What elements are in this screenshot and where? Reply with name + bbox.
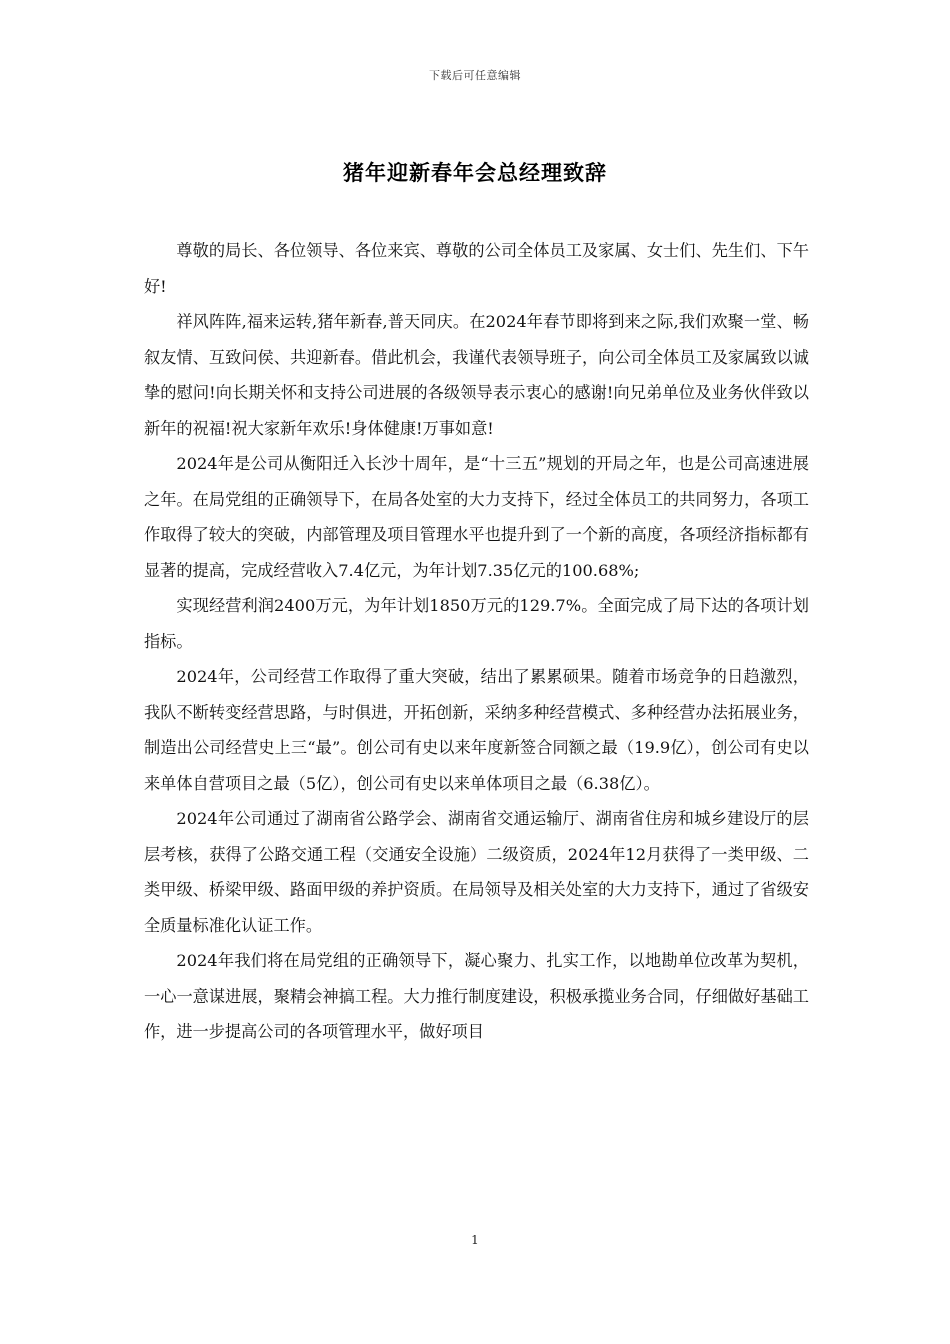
document-body [144, 233, 809, 1050]
page-number: 1 [471, 1233, 479, 1247]
paragraph-outlook: 2024年我们将在局党组的正确领导下，凝心聚力、扎实工作，以地勘单位改革为契机，一心一意谋进展，聚精会神搞工程。大力推行制度建设，积极承揽业务合同，仔细做好基础工作，进一步提高公司的各项管理水平，做好项目 [144, 951, 809, 1041]
paragraph-business-breakthrough: 2024年，公司经营工作取得了重大突破，结出了累累硕果。随着市场竞争的日趋激烈，我队不断转变经营思路，与时俱进，开拓创新，采纳多种经营模式、多种经营办法拓展业务，制造出公司经营史上三“最”。创公司有史以来年度新签合同额之最（19.9亿），创公司有史以来单体自营项目之最（5亿），创公司有史以来单体项目之最（6.38亿）。 [144, 667, 809, 793]
paragraph-new-year-wishes: 祥风阵阵,福来运转,猪年新春,普天同庆。在2024年春节即将到来之际,我们欢聚一堂、畅叙友情、互致问侯、共迎新春。借此机会，我谨代表领导班子，向公司全体员工及家属致以诚挚的慰问!向长期关怀和支持公司进展的各级领导表示衷心的感谢!向兄弟单位及业务伙伴致以新年的祝福!祝大家新年欢乐!身体健康!万事如意! [144, 312, 809, 438]
paragraph-profit: 实现经营利润2400万元，为年计划1850万元的129.7%。全面完成了局下达的各项计划指标。 [144, 596, 809, 651]
header-note: 下载后可任意编辑 [429, 69, 521, 82]
paragraph-annual-review: 2024年是公司从衡阳迁入长沙十周年，是“十三五”规划的开局之年，也是公司高速进展之年。在局党组的正确领导下，在局各处室的大力支持下，经过全体员工的共同努力，各项工作取得了较大的突破，内部管理及项目管理水平也提升到了一个新的高度，各项经济指标都有显著的提高，完成经营收入7.4亿元，为年计划7.35亿元的100.68%; [144, 454, 809, 580]
paragraph-qualifications: 2024年公司通过了湖南省公路学会、湖南省交通运输厅、湖南省住房和城乡建设厅的层层考核，获得了公路交通工程（交通安全设施）二级资质，2024年12月获得了一类甲级、二类甲级、桥梁甲级、路面甲级的养护资质。在局领导及相关处室的大力支持下，通过了省级安全质量标准化认证工作。 [144, 809, 809, 935]
document-title: 猪年迎新春年会总经理致辞 [343, 160, 607, 185]
paragraph-greeting: 尊敬的局长、各位领导、各位来宾、尊敬的公司全体员工及家属、女士们、先生们、下午好! [144, 241, 809, 296]
